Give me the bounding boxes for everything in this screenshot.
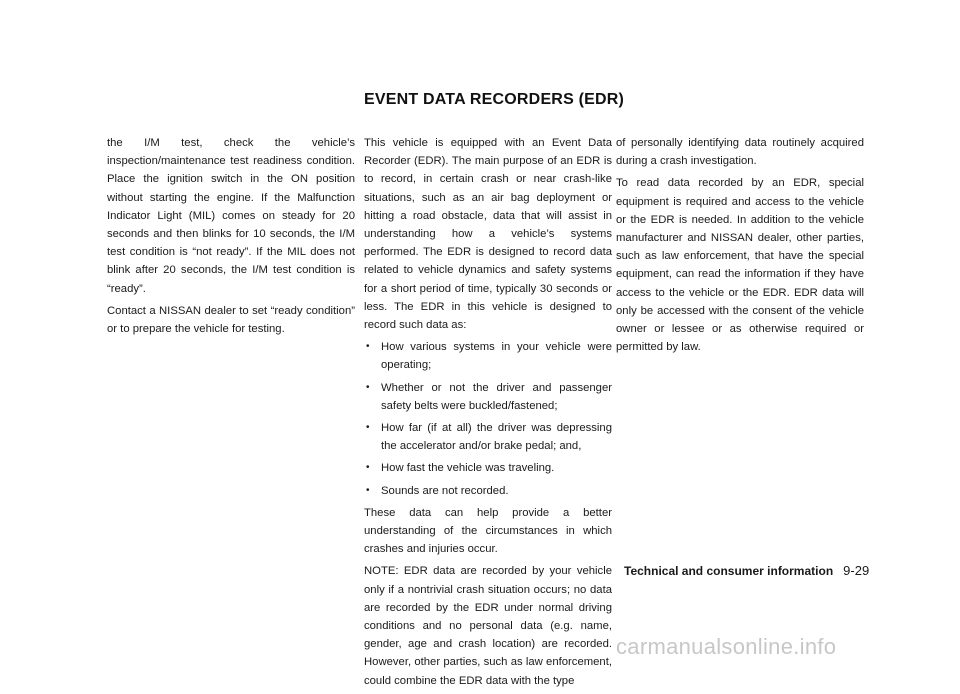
paragraph-edr-intro: This vehicle is equipped with an Event Data Recorder (EDR). The main purpose of an EDR is to record, in certain crash or near crash-like situations, such as an air bag deployment or hitting a road obstacle, data that will assist in understanding how a vehicle’s systems performed. The EDR is designed to record data related to vehicle dynamics and safety systems for a short period of time, typically 30 seconds or less. The EDR in this vehicle is designed to record such data as: bbox=[364, 137, 612, 332]
column-middle bbox=[364, 134, 612, 694]
list-item: • How various systems in your vehicle were operating; bbox=[364, 338, 612, 374]
section-heading: EVENT DATA RECORDERS (EDR) bbox=[364, 91, 625, 108]
list-item: • Sounds are not recorded. bbox=[364, 482, 612, 500]
paragraph-understanding: These data can help provide a better understanding of the circumstances in which crashes and injuries occur. bbox=[364, 506, 612, 556]
paragraph-contact-dealer: Contact a NISSAN dealer to set “ready condition” or to prepare the vehicle for testing. bbox=[107, 304, 355, 336]
paragraph-note: NOTE: EDR data are recorded by your vehicle only if a nontrivial crash situation occurs; no data are recorded by the EDR under normal driving conditions and no personal data (e.g. name, gender, age and crash location) are recorded. However, other parties, such as law enforcement, could combine the EDR data with the type bbox=[364, 565, 612, 687]
page-number: 9-29 bbox=[843, 563, 870, 578]
paragraph-im-test: the I/M test, check the vehicle’s inspection/maintenance test readiness condition. Place the ignition switch in the ON position without starting the engine. If the Malfunction Indicator Light (MIL) comes on steady for 20 seconds and then blinks for 10 seconds, the I/M test condition is “not ready”. If the MIL does not blink after 20 seconds, the I/M test condition is “ready”. bbox=[107, 137, 355, 295]
edr-data-list bbox=[364, 338, 612, 500]
watermark: carmanualsonline.info bbox=[616, 634, 837, 659]
column-left bbox=[107, 134, 355, 342]
paragraph-personal-data: of personally identifying data routinely acquired during a crash investigation. bbox=[616, 137, 864, 168]
page-footer bbox=[624, 563, 869, 578]
list-item: • How fast the vehicle was traveling. bbox=[364, 459, 612, 477]
paragraph-read-data: To read data recorded by an EDR, special equipment is required and access to the vehicle or the EDR is needed. In addition to the vehicle manufacturer and NISSAN dealer, other parties, such as law enforcement, that have the special equipment, can read the information if they have access to the vehicle or the EDR. EDR data will only be accessed with the consent of the vehicle owner or lessee or as otherwise required or permitted by law. bbox=[616, 177, 864, 354]
list-item: • How far (if at all) the driver was depressing the accelerator and/or brake pedal; and, bbox=[364, 419, 612, 455]
list-item: • Whether or not the driver and passenger safety belts were buckled/fastened; bbox=[364, 379, 612, 415]
column-right bbox=[616, 134, 864, 360]
footer-section-title: Technical and consumer information bbox=[624, 564, 834, 578]
